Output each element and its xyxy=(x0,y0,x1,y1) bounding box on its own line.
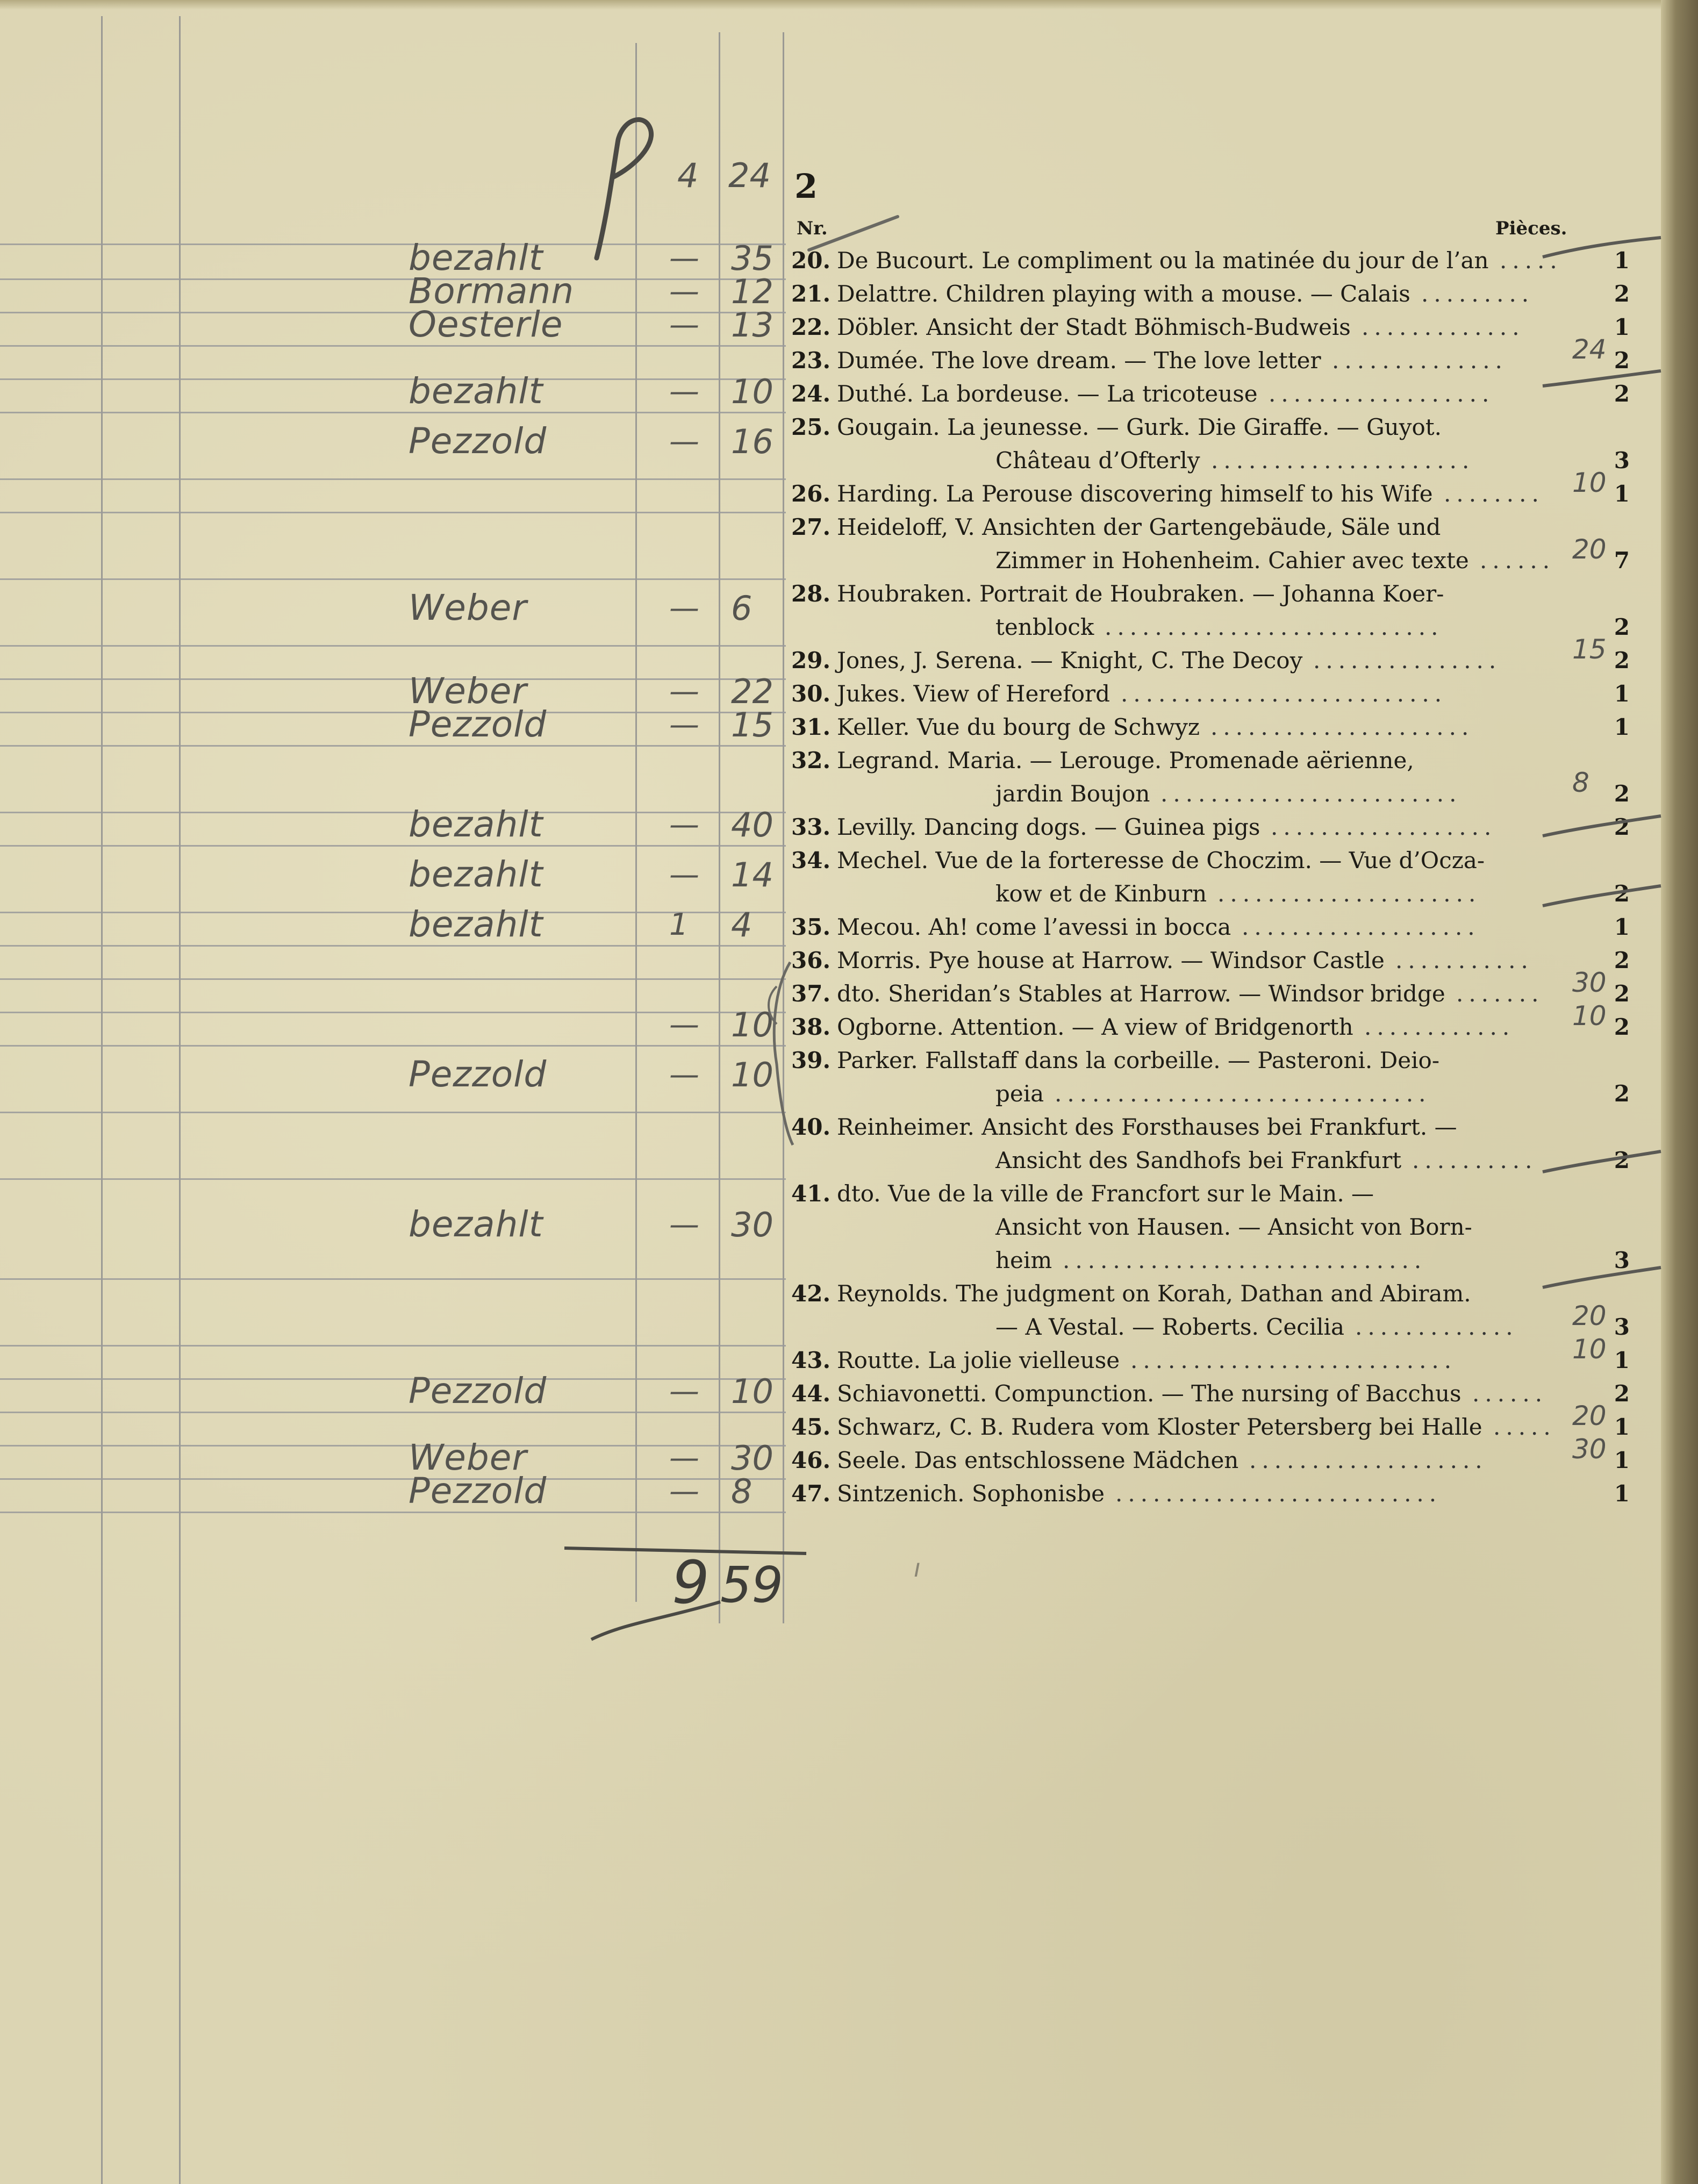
entry-number: 22. xyxy=(791,314,831,340)
buyer-name: Weber xyxy=(409,1437,527,1478)
shilling-column: — xyxy=(669,707,699,742)
shilling-column: — xyxy=(669,1441,699,1476)
price-column: 8 xyxy=(731,1472,753,1511)
buyer-name: Weber xyxy=(409,670,527,712)
entry-text: Dumée. The love dream. — The love letter xyxy=(837,347,1321,374)
leader-dots: ....... xyxy=(1456,980,1544,1007)
price-column: 12 xyxy=(731,272,773,311)
entry-pieces: 1 xyxy=(1614,1447,1630,1473)
entry-number: 26. xyxy=(791,481,831,507)
price-column: 30 xyxy=(731,1438,773,1478)
entry-pieces: 2 xyxy=(1614,1080,1630,1107)
catalog-entry-line xyxy=(791,378,1630,410)
ledger-rule xyxy=(635,43,637,1602)
catalog-entry-line xyxy=(791,1078,1630,1110)
entry-number: 33. xyxy=(791,814,831,840)
entry-pieces: 2 xyxy=(1614,780,1630,807)
leader-dots: .............. xyxy=(1332,347,1508,374)
entry-pieces: 2 xyxy=(1614,347,1630,374)
ledger-row-rule xyxy=(0,945,786,947)
ledger-row-rule xyxy=(0,678,786,680)
top-annotation-right: 24 xyxy=(728,156,771,195)
leader-dots: ................... xyxy=(1242,914,1480,940)
ledger-row-rule xyxy=(0,912,786,913)
ledger-row-rule xyxy=(0,1112,786,1113)
entry-number: 40. xyxy=(791,1114,831,1140)
catalog-entry-line xyxy=(791,1344,1630,1377)
catalog-entry-line xyxy=(791,711,1630,743)
entry-text: Ansicht des Sandhofs bei Frankfurt xyxy=(995,1147,1402,1173)
column-header-nr: Nr. xyxy=(797,218,828,239)
price-column: 16 xyxy=(731,422,773,461)
shilling-column: — xyxy=(669,1207,699,1242)
entry-number: 42. xyxy=(791,1280,831,1307)
margin-annotation: 20 xyxy=(1572,1300,1607,1331)
entry-text: Parker. Fallstaff dans la corbeille. — Pasteroni. Deio- xyxy=(837,1047,1440,1073)
entry-text: Ansicht von Hausen. — Ansicht von Born- xyxy=(995,1214,1472,1240)
handwritten-bracket xyxy=(761,984,782,1027)
catalog-entry-line xyxy=(791,278,1630,310)
margin-strokes xyxy=(1537,226,1666,1408)
catalog-entry-line xyxy=(791,311,1630,343)
ledger-row-rule xyxy=(0,1412,786,1413)
entry-text: kow et de Kinburn xyxy=(995,880,1207,907)
entry-pieces: 1 xyxy=(1614,714,1630,740)
catalog-entry-line xyxy=(791,1178,1630,1210)
entry-text: Routte. La jolie vielleuse xyxy=(837,1347,1120,1373)
page-binding-edge xyxy=(1661,0,1698,2184)
entry-pieces: 1 xyxy=(1614,1347,1630,1373)
entry-number: 36. xyxy=(791,947,831,973)
ledger-row-rule xyxy=(0,412,786,413)
catalog-entry-line xyxy=(791,1278,1630,1310)
entry-pieces: 1 xyxy=(1614,914,1630,940)
leader-dots: ...... xyxy=(1472,1380,1548,1407)
entry-pieces: 2 xyxy=(1614,947,1630,973)
price-column: 30 xyxy=(731,1205,773,1244)
ledger-row-rule xyxy=(0,1378,786,1380)
buyer-name: bezahlt xyxy=(409,804,543,845)
catalog-entry-line xyxy=(791,345,1630,377)
leader-dots: ........................... xyxy=(1105,614,1444,640)
column-header-pieces: Pièces. xyxy=(1495,218,1567,239)
catalog-entry-line xyxy=(791,478,1630,510)
shilling-column: — xyxy=(669,1057,699,1092)
buyer-name: bezahlt xyxy=(409,237,543,278)
ledger-row-rule xyxy=(0,1278,786,1280)
price-column: 22 xyxy=(731,672,773,711)
ledger-row-rule xyxy=(0,1478,786,1480)
price-column: 15 xyxy=(731,705,773,744)
ledger-row-rule xyxy=(0,278,786,280)
leader-dots: ..................... xyxy=(1210,714,1474,740)
shilling-column: — xyxy=(669,1374,699,1409)
entry-number: 46. xyxy=(791,1447,831,1473)
leader-dots: .......... xyxy=(1412,1147,1538,1173)
entry-pieces: 1 xyxy=(1614,681,1630,707)
entry-text: Jones, J. Serena. — Knight, C. The Decoy xyxy=(837,647,1303,674)
price-column: 14 xyxy=(731,855,773,894)
top-annotation-left: 4 xyxy=(677,156,699,195)
entry-text: Sintzenich. Sophonisbe xyxy=(837,1480,1105,1507)
entry-pieces: 2 xyxy=(1614,814,1630,840)
ledger-row-rule xyxy=(0,1178,786,1180)
catalog-entry-line xyxy=(791,1478,1630,1510)
margin-annotation: 20 xyxy=(1572,534,1607,565)
entry-text: De Bucourt. Le compliment ou la matinée du jour de l’an xyxy=(837,247,1489,274)
ledger-row-rule xyxy=(0,578,786,580)
entry-pieces: 1 xyxy=(1614,1480,1630,1507)
bleed-through-mark: ı xyxy=(914,1553,921,1582)
entry-pieces: 7 xyxy=(1614,547,1630,574)
entry-text: jardin Boujon xyxy=(995,780,1150,807)
entry-pieces: 2 xyxy=(1614,1147,1630,1173)
buyer-name: Weber xyxy=(409,587,527,628)
catalog-entry-line xyxy=(791,744,1630,777)
ledger-row-rule xyxy=(0,712,786,713)
catalog-entry-line xyxy=(791,1311,1630,1343)
shilling-column: — xyxy=(669,1007,699,1042)
margin-annotation: 10 xyxy=(1572,1000,1607,1032)
entry-number: 23. xyxy=(791,347,831,374)
entry-text: Château d’Ofterly xyxy=(995,447,1200,474)
leader-dots: .......................... xyxy=(1121,681,1448,707)
entry-number: 44. xyxy=(791,1380,831,1407)
entry-number: 27. xyxy=(791,514,831,540)
margin-annotation: 15 xyxy=(1572,634,1607,665)
catalog-entry-line xyxy=(791,844,1630,877)
catalog-entry-line xyxy=(791,878,1630,910)
price-column: 13 xyxy=(731,305,773,345)
entry-pieces: 3 xyxy=(1614,1247,1630,1273)
entry-text: Heideloff, V. Ansichten der Gartengebäude, Säle und xyxy=(837,514,1441,540)
shilling-column: — xyxy=(669,374,699,409)
shilling-column: — xyxy=(669,674,699,709)
price-column: 35 xyxy=(731,239,773,278)
entry-pieces: 2 xyxy=(1614,647,1630,674)
leader-dots: .................. xyxy=(1271,814,1497,840)
entry-number: 24. xyxy=(791,381,831,407)
ledger-row-rule xyxy=(0,1345,786,1347)
entry-number: 25. xyxy=(791,414,831,440)
buyer-name: Oesterle xyxy=(409,304,563,345)
margin-annotation: 24 xyxy=(1572,334,1607,365)
entry-number: 38. xyxy=(791,1014,831,1040)
catalog-entry-line xyxy=(791,911,1630,943)
page-number: 2 xyxy=(794,167,818,206)
entry-number: 37. xyxy=(791,980,831,1007)
entry-number: 47. xyxy=(791,1480,831,1507)
ledger-row-rule xyxy=(0,1512,786,1513)
leader-dots: ...... xyxy=(1480,547,1556,574)
entry-text: Reinheimer. Ansicht des Forsthauses bei Frankfurt. — xyxy=(837,1114,1457,1140)
ledger-rule xyxy=(783,32,784,1623)
shilling-column: — xyxy=(669,857,699,892)
entry-number: 29. xyxy=(791,647,831,674)
price-column: 40 xyxy=(731,805,773,844)
ledger-row-rule xyxy=(0,978,786,980)
shilling-column: — xyxy=(669,591,699,626)
margin-annotation: 8 xyxy=(1572,767,1589,798)
price-column: 10 xyxy=(731,372,773,411)
leader-dots: ............. xyxy=(1355,1314,1518,1340)
buyer-name: Pezzold xyxy=(409,1370,547,1412)
total-left: 9 xyxy=(672,1548,710,1617)
leader-dots: .......................... xyxy=(1115,1480,1442,1507)
entry-text: Levilly. Dancing dogs. — Guinea pigs xyxy=(837,814,1260,840)
margin-annotation: 30 xyxy=(1572,1434,1607,1465)
leader-dots: ................... xyxy=(1249,1447,1488,1473)
catalog-entry-line xyxy=(791,678,1630,710)
buyer-name: bezahlt xyxy=(409,1204,543,1245)
leader-dots: ........ xyxy=(1444,481,1544,507)
entry-text: dto. Sheridan’s Stables at Harrow. — Windsor bridge xyxy=(837,980,1445,1007)
entry-pieces: 2 xyxy=(1614,880,1630,907)
entry-text: — A Vestal. — Roberts. Cecilia xyxy=(995,1314,1345,1340)
ledger-row-rule xyxy=(0,1445,786,1447)
shilling-column: — xyxy=(669,424,699,459)
price-column: 10 xyxy=(731,1005,773,1044)
shilling-column: — xyxy=(669,1474,699,1509)
catalog-entry-line xyxy=(791,1211,1630,1243)
entry-number: 34. xyxy=(791,847,831,873)
buyer-name: Pezzold xyxy=(409,704,547,745)
buyer-name: bezahlt xyxy=(409,904,543,945)
entry-text: Zimmer in Hohenheim. Cahier avec texte xyxy=(995,547,1469,574)
entry-pieces: 2 xyxy=(1614,281,1630,307)
leader-dots: ......... xyxy=(1421,281,1535,307)
leader-dots: .......................... xyxy=(1130,1347,1457,1373)
ledger-row-rule xyxy=(0,845,786,847)
catalog-entry-line xyxy=(791,1244,1630,1277)
leader-dots: ..... xyxy=(1500,247,1563,274)
price-column: 10 xyxy=(731,1372,773,1411)
catalog-entry-line xyxy=(791,1444,1630,1477)
buyer-name: Pezzold xyxy=(409,1054,547,1095)
total-right: 59 xyxy=(720,1556,784,1614)
catalog-entry-line xyxy=(791,978,1630,1010)
shilling-column: — xyxy=(669,241,699,276)
leader-dots: ........................ xyxy=(1160,780,1462,807)
entry-pieces: 1 xyxy=(1614,1414,1630,1440)
catalog-entry-line xyxy=(791,1378,1630,1410)
entry-pieces: 2 xyxy=(1614,1380,1630,1407)
catalog-entry-line xyxy=(791,1111,1630,1143)
entry-text: Schwarz, C. B. Rudera vom Kloster Petersberg bei Halle xyxy=(837,1414,1482,1440)
catalog-entry-line xyxy=(791,445,1630,477)
ledger-row-rule xyxy=(0,478,786,480)
entry-number: 32. xyxy=(791,747,831,774)
entry-pieces: 2 xyxy=(1614,381,1630,407)
catalog-entry-line xyxy=(791,1044,1630,1077)
entry-text: Mecou. Ah! come l’avessi in bocca xyxy=(837,914,1231,940)
catalog-entry-line xyxy=(791,1011,1630,1043)
page-top-edge xyxy=(0,0,1698,10)
entry-number: 20. xyxy=(791,247,831,274)
entry-text: Legrand. Maria. — Lerouge. Promenade aërienne, xyxy=(837,747,1414,774)
leader-dots: ..................... xyxy=(1217,880,1481,907)
entry-text: dto. Vue de la ville de Francfort sur le Main. — xyxy=(837,1180,1374,1207)
ledger-row-rule xyxy=(0,345,786,347)
ledger-row-rule xyxy=(0,812,786,813)
leader-dots: ............ xyxy=(1364,1014,1515,1040)
entry-number: 28. xyxy=(791,581,831,607)
entry-text: Seele. Das entschlossene Mädchen xyxy=(837,1447,1239,1473)
catalog-entry-line xyxy=(791,811,1630,843)
entry-pieces: 2 xyxy=(1614,614,1630,640)
ledger-row-rule xyxy=(0,645,786,647)
ledger-row-rule xyxy=(0,1045,786,1047)
leader-dots: ............. xyxy=(1362,314,1525,340)
entry-text: Ogborne. Attention. — A view of Bridgenorth xyxy=(837,1014,1353,1040)
catalog-entry-line xyxy=(791,1144,1630,1177)
margin-annotation: 20 xyxy=(1572,1400,1607,1431)
catalog-entry-line xyxy=(791,245,1630,277)
entry-pieces: 1 xyxy=(1614,247,1630,274)
leader-dots: ..................... xyxy=(1211,447,1475,474)
entry-number: 41. xyxy=(791,1180,831,1207)
ledger-rule xyxy=(179,16,181,2184)
buyer-name: Pezzold xyxy=(409,420,547,462)
price-column: 4 xyxy=(731,905,753,944)
shilling-column: — xyxy=(669,807,699,842)
entry-text: Delattre. Children playing with a mouse. — Calais xyxy=(837,281,1410,307)
buyer-name: Pezzold xyxy=(409,1470,547,1512)
entry-number: 45. xyxy=(791,1414,831,1440)
price-column: 10 xyxy=(731,1055,773,1094)
ledger-row-rule xyxy=(0,378,786,380)
entry-text: Döbler. Ansicht der Stadt Böhmisch-Budweis xyxy=(837,314,1351,340)
entry-text: Keller. Vue du bourg de Schwyz xyxy=(837,714,1200,740)
entry-number: 31. xyxy=(791,714,831,740)
catalog-entry-line xyxy=(791,611,1630,643)
entry-text: Mechel. Vue de la forteresse de Choczim. — Vue d’Ocza- xyxy=(837,847,1485,873)
catalog-entry-line xyxy=(791,578,1630,610)
ledger-row-rule xyxy=(0,745,786,747)
ledger-rule xyxy=(719,32,720,1623)
catalog-entry-line xyxy=(791,944,1630,977)
entry-pieces: 2 xyxy=(1614,980,1630,1007)
shilling-column: — xyxy=(669,307,699,342)
catalog-entry-line xyxy=(791,1411,1630,1443)
buyer-name: bezahlt xyxy=(409,370,543,412)
entry-text: Jukes. View of Hereford xyxy=(837,681,1110,707)
leader-dots: .................. xyxy=(1269,381,1495,407)
leader-dots: ........... xyxy=(1395,947,1534,973)
leader-dots: ............................. xyxy=(1063,1247,1427,1273)
entry-text: Duthé. La bordeuse. — La tricoteuse xyxy=(837,381,1258,407)
entry-number: 39. xyxy=(791,1047,831,1073)
entry-text: Gougain. La jeunesse. — Gurk. Die Giraffe. — Guyot. xyxy=(837,414,1442,440)
catalog-entry-line xyxy=(791,411,1630,443)
entry-number: 35. xyxy=(791,914,831,940)
entry-pieces: 3 xyxy=(1614,1314,1630,1340)
entry-number: 21. xyxy=(791,281,831,307)
ledger-row-rule xyxy=(0,312,786,313)
entry-text: tenblock xyxy=(995,614,1094,640)
ledger-row-rule xyxy=(0,1012,786,1013)
catalog-entry-line xyxy=(791,545,1630,577)
entry-pieces: 1 xyxy=(1614,314,1630,340)
leader-dots: .............................. xyxy=(1055,1080,1431,1107)
entry-text: Morris. Pye house at Harrow. — Windsor Castle xyxy=(837,947,1385,973)
margin-annotation: 10 xyxy=(1572,1334,1607,1365)
entry-text: Schiavonetti. Compunction. — The nursing of Bacchus xyxy=(837,1380,1461,1407)
catalog-entry-line xyxy=(791,645,1630,677)
shilling-column: — xyxy=(669,274,699,309)
entry-text: Reynolds. The judgment on Korah, Dathan and Abiram. xyxy=(837,1280,1471,1307)
buyer-name: Bormann xyxy=(409,270,575,312)
margin-annotation: 10 xyxy=(1572,467,1607,498)
entry-pieces: 3 xyxy=(1614,447,1630,474)
entry-text: Houbraken. Portrait de Houbraken. — Johanna Koer- xyxy=(837,581,1444,607)
entry-text: heim xyxy=(995,1247,1052,1273)
catalog-entry-line xyxy=(791,511,1630,543)
entry-pieces: 2 xyxy=(1614,1014,1630,1040)
entry-text: peia xyxy=(995,1080,1044,1107)
price-column: 6 xyxy=(731,589,753,628)
leader-dots: ..... xyxy=(1493,1414,1556,1440)
ledger-rule xyxy=(101,16,103,2184)
buyer-name: bezahlt xyxy=(409,854,543,895)
ledger-row-rule xyxy=(0,512,786,513)
entry-text: Harding. La Perouse discovering himself to his Wife xyxy=(837,481,1433,507)
shilling-column: 1 xyxy=(669,907,689,942)
leader-dots: ............... xyxy=(1313,647,1502,674)
entry-number: 30. xyxy=(791,681,831,707)
handwritten-p-mark xyxy=(570,108,677,269)
catalog-entry-line xyxy=(791,778,1630,810)
margin-annotation: 30 xyxy=(1572,967,1607,998)
entry-number: 43. xyxy=(791,1347,831,1373)
entry-pieces: 1 xyxy=(1614,481,1630,507)
